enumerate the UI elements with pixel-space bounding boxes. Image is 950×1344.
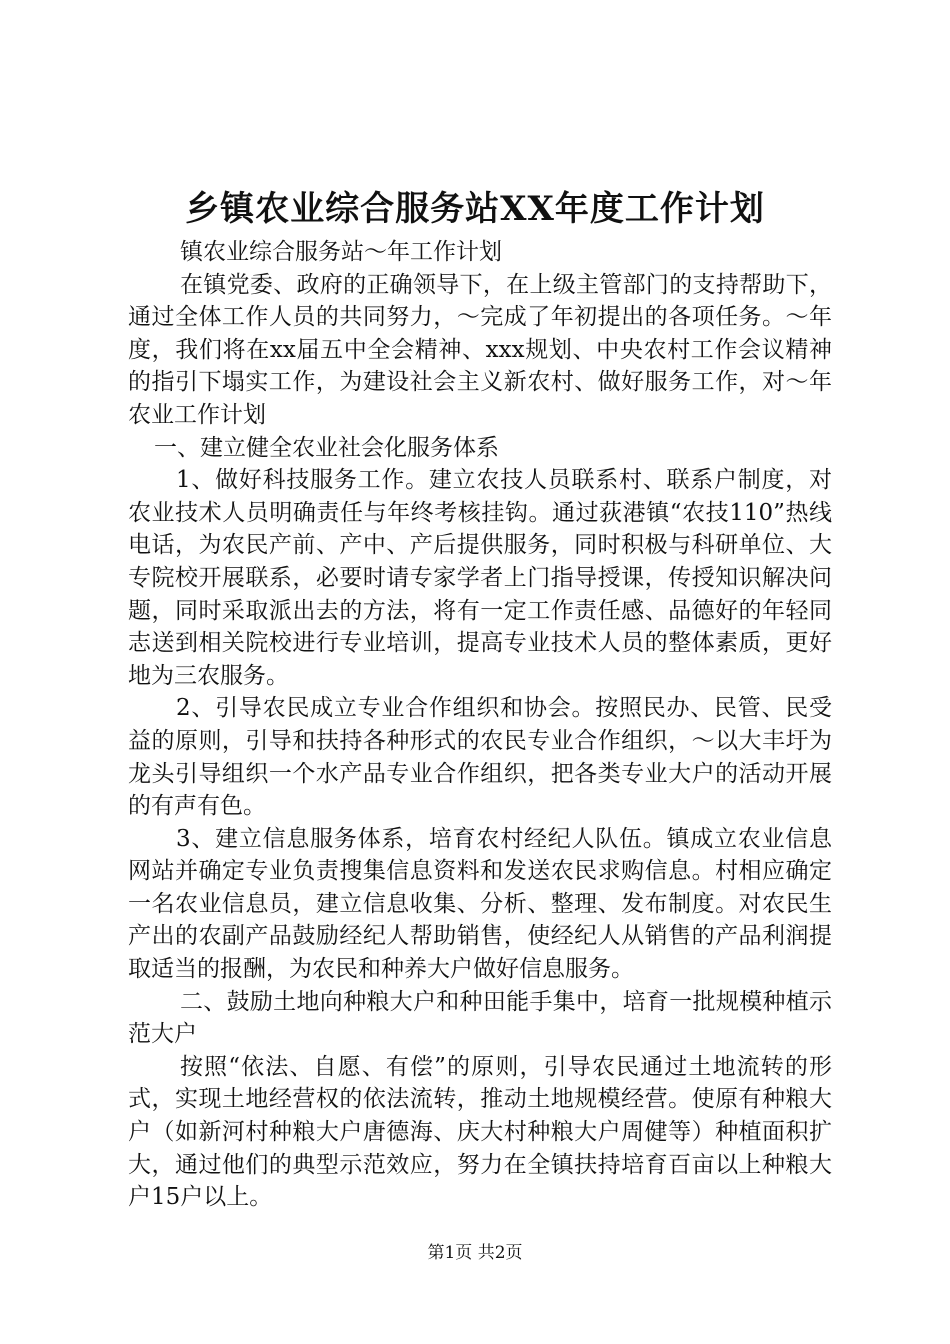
paragraph-section-2: 按照“依法、自愿、有偿”的原则，引导农民通过土地流转的形式，实现土地经营权的依法流转，推动土地规模经营。使原有种粮大户（如新河村种粮大户唐德海、庆大村种粮大户周健等）种植面积扩大，通过他们的典型示范效应，努力在全镇扶持培育百亩以上种粮大户15户以上。 — [128, 1053, 832, 1211]
paragraph-item-2: 2、引导农民成立专业合作组织和协会。按照民办、民管、民受益的原则，引导和扶持各种形式的农民专业合作组织，～以大丰圩为龙头引导组织一个水产品专业合作组织，把各类专业大户的活动开展的有声有色。 — [128, 695, 832, 820]
page-footer: 第1页 共2页 — [427, 1243, 523, 1263]
paragraph-intro: 在镇党委、政府的正确领导下，在上级主管部门的支持帮助下，通过全体工作人员的共同努力，～完成了年初提出的各项任务。～年度，我们将在xx届五中全会精神、xxx规划、中央农村工作会议精神的指引下塌实工作，为建设社会主义新农村、做好服务工作，对～年农业工作计划 — [128, 271, 832, 428]
section-heading-2: 二、鼓励土地向种粮大户和种田能手集中，培育一批规模种植示范大户 — [128, 988, 832, 1048]
paragraph-subtitle: 镇农业综合服务站～年工作计划 — [180, 239, 502, 265]
section-heading-1: 一、建立健全农业社会化服务体系 — [154, 434, 499, 461]
document-body — [128, 236, 832, 1214]
paragraph-item-1: 1、做好科技服务工作。建立农技人员联系村、联系户制度，对农业技术人员明确责任与年终考核挂钩。通过荻港镇“农技110”热线电话，为农民产前、产中、产后提供服务，同时积极与科研单位、大专院校开展联系，必要时请专家学者上门指导授课，传授知识解决问题，同时采取派出去的方法，将有一定工作责任感、品德好的年轻同志送到相关院校进行专业培训，提高专业技术人员的整体素质，更好地为三农服务。 — [128, 467, 832, 689]
document-title: 乡镇农业综合服务站XX年度工作计划 — [185, 189, 765, 229]
paragraph-item-3: 3、建立信息服务体系，培育农村经纪人队伍。镇成立农业信息网站并确定专业负责搜集信息资料和发送农民求购信息。村相应确定一名农业信息员，建立信息收集、分析、整理、发布制度。对农民生产出的农副产品鼓励经纪人帮助销售，使经纪人从销售的产品利润提取适当的报酬，为农民和种养大户做好信息服务。 — [128, 825, 832, 983]
